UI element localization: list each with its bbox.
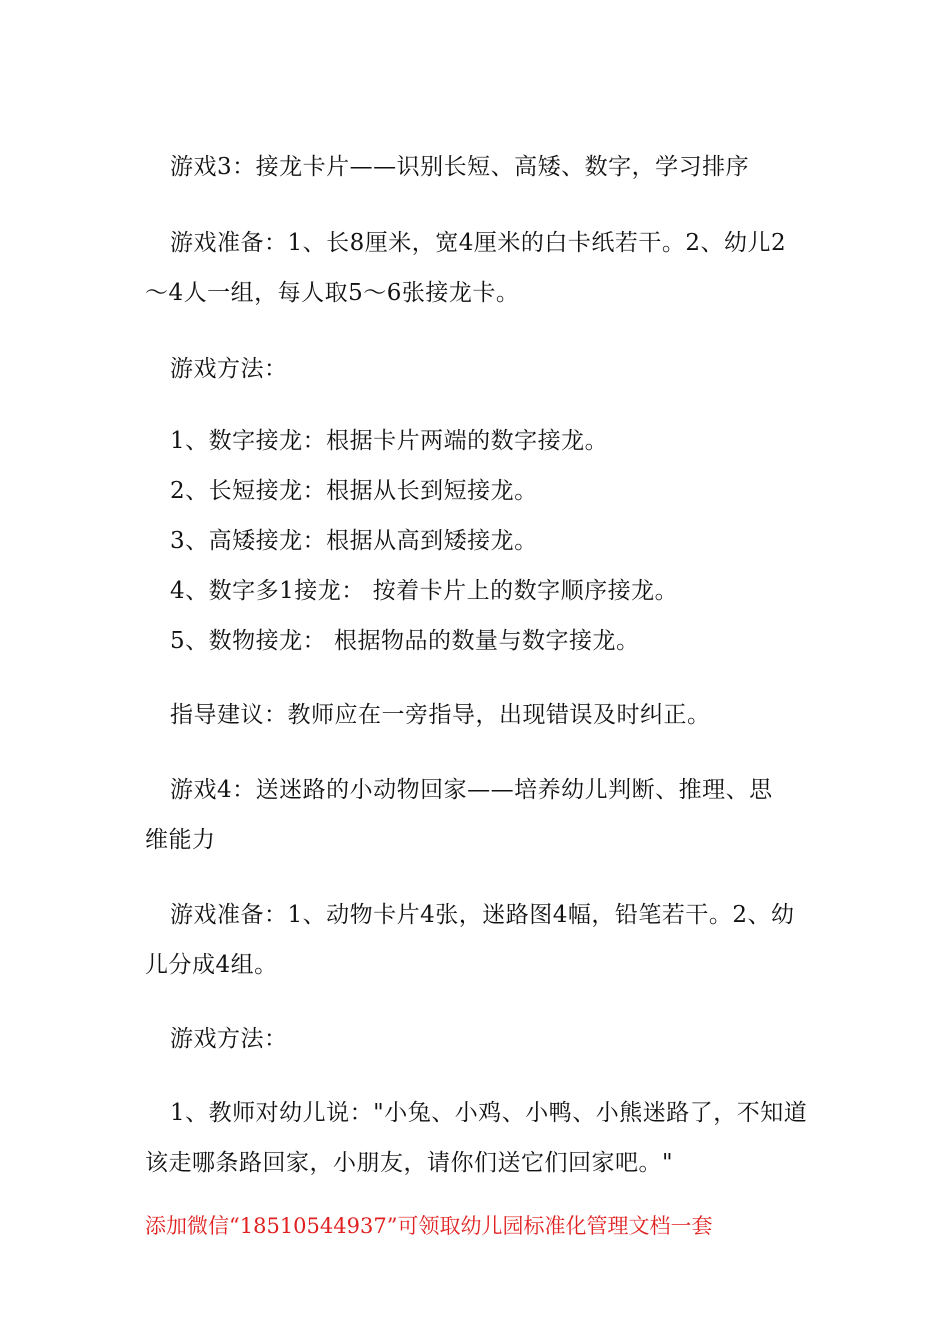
game3-prep-line1: 游戏准备：1、长8厘米，宽4厘米的白卡纸若干。2、幼儿2 (170, 230, 787, 256)
game4-step1-line1: 1、教师对幼儿说："小兔、小鸡、小鸭、小熊迷路了，不知道 (170, 1100, 808, 1126)
game3-step-3: 3、高矮接龙：根据从高到矮接龙。 (170, 528, 538, 554)
game4-prep-line2: 儿分成4组。 (145, 952, 278, 978)
game4-method-heading: 游戏方法： (170, 1026, 288, 1052)
game3-step-5: 5、数物接龙： 根据物品的数量与数字接龙。 (170, 628, 640, 654)
game3-step-1: 1、数字接龙：根据卡片两端的数字接龙。 (170, 428, 609, 454)
game4-title-line1: 游戏4：送迷路的小动物回家——培养幼儿判断、推理、思 (170, 777, 773, 803)
game3-step-2: 2、长短接龙：根据从长到短接龙。 (170, 478, 538, 504)
game4-title-line2: 维能力 (145, 827, 216, 853)
game4-prep-line1: 游戏准备：1、动物卡片4张，迷路图4幅，铅笔若干。2、幼 (170, 902, 795, 928)
game4-step1-line2: 该走哪条路回家，小朋友，请你们送它们回家吧。" (145, 1150, 674, 1176)
game3-guidance: 指导建议：教师应在一旁指导，出现错误及时纠正。 (170, 702, 711, 728)
game3-prep-line2: ～4人一组，每人取5～6张接龙卡。 (145, 280, 520, 306)
game3-step-4: 4、数字多1接龙： 按着卡片上的数字顺序接龙。 (170, 578, 679, 604)
game3-method-heading: 游戏方法： (170, 356, 288, 382)
game3-title: 游戏3：接龙卡片——识别长短、高矮、数字，学习排序 (170, 154, 750, 180)
promo-footer: 添加微信“18510544937”可领取幼儿园标准化管理文档一套 (145, 1214, 713, 1238)
